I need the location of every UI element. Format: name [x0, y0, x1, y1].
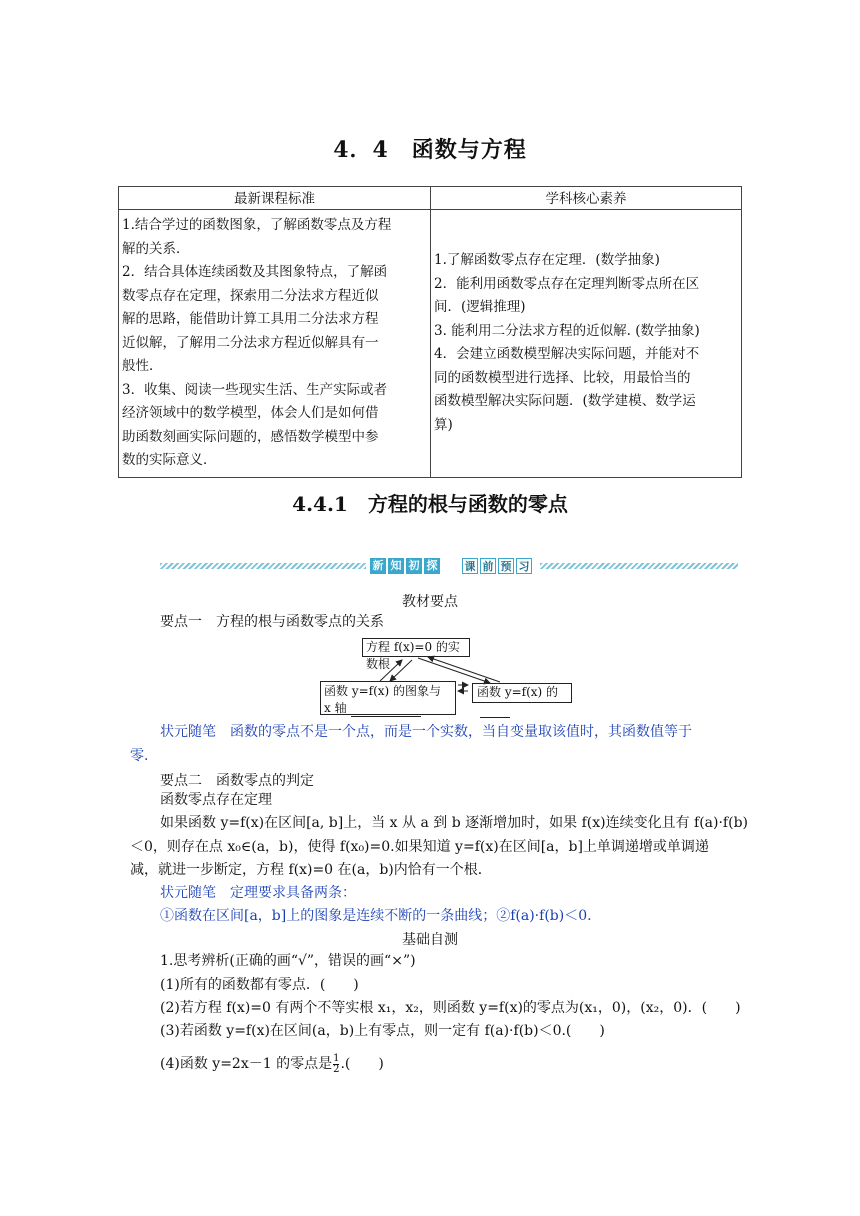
- fraction-numerator: 1: [333, 1052, 340, 1064]
- table-line: 1.结合学过的函数图象，了解函数零点及方程: [122, 217, 392, 233]
- arrow-from-equation: [390, 660, 412, 681]
- banner-hatch-right: [540, 563, 738, 569]
- banner-char: 新: [370, 558, 386, 574]
- table-line: 2．结合具体连续函数及其图象特点，了解函: [122, 264, 388, 280]
- table-line: 3. 能利用二分法求方程的近似解. (数学抽象): [434, 322, 700, 339]
- banner-char: 课: [462, 558, 478, 574]
- section-title: 4.4.1 方程的根与函数的零点: [292, 492, 568, 516]
- table-line: 解的关系．: [122, 240, 190, 257]
- theorem-line-2: ＜0，则存在点 x₀∈(a，b)，使得 f(x₀)=0.如果知道 y=f(x)在区间[a，b]上单调递增或单调递: [130, 839, 709, 855]
- textbook-points-heading: 教材要点: [402, 594, 458, 610]
- point2-note: 状元随笔 定理要求具备两条：: [160, 885, 356, 901]
- section-banner: [160, 558, 738, 574]
- point1-note-cont: 零.: [130, 748, 149, 764]
- question-2: (2)若方程 f(x)=0 有两个不等实根 x₁，x₂，则函数 y=f(x)的零点为(x₁，0)，(x₂，0)．( ): [160, 1000, 741, 1016]
- table-line: 助函数刻画实际问题的，感悟数学模型中参: [122, 428, 379, 445]
- standards-table: [118, 186, 742, 478]
- arrow-to-zero: [418, 658, 490, 683]
- banner-char: 初: [406, 558, 422, 574]
- table-line: 2．能利用函数零点存在定理判断零点所在区: [434, 275, 700, 292]
- table-line: 同的函数模型进行选择、比较，用最恰当的: [434, 369, 691, 386]
- question-4: (4)函数 y=2x－1 的零点是 $\frac{1}{2}$ .( ): [160, 1052, 384, 1075]
- diagram-arrows: [320, 655, 580, 695]
- self-test-intro: 1.思考辨析(正确的画“√”，错误的画“×”): [160, 953, 416, 969]
- banner-char: 预: [498, 558, 514, 574]
- diagram-box-text: x 轴: [324, 700, 452, 717]
- banner-tag-new-knowledge: [370, 558, 442, 574]
- diagram-box-text: 函数 y=f(x) 的图象与: [324, 684, 442, 698]
- question-1: (1)所有的函数都有零点．( ): [160, 977, 359, 993]
- table-line: 经济领域中的数学模型，体会人们是如何借: [122, 405, 379, 421]
- question-3: (3)若函数 y=f(x)在区间(a，b)上有零点，则一定有 f(a)·f(b)＜0.( ): [160, 1023, 605, 1039]
- table-line: 3．收集、阅读一些现实生活、生产实际或者: [122, 381, 388, 398]
- table-header-left: 最新课程标准: [119, 187, 431, 210]
- standards-left-cell: [119, 210, 431, 478]
- main-title: 4．4 函数与方程: [333, 137, 527, 163]
- table-line: 般性．: [122, 358, 163, 374]
- table-line: 1.了解函数零点存在定理．(数学抽象): [434, 252, 660, 269]
- theorem-line-1: 如果函数 y=f(x)在区间[a, b]上，当 x 从 a 到 b 逐渐增加时，如果 f(x)连续变化且有 f(a)·f(b): [160, 815, 748, 831]
- fraction-denominator: 2: [333, 1063, 340, 1075]
- banner-char: 习: [516, 558, 532, 574]
- banner-hatch-left: [160, 563, 366, 569]
- table-header-right: 学科核心素养: [431, 187, 742, 210]
- self-test-heading: 基础自测: [402, 932, 458, 948]
- table-line: 数零点存在定理，探索用二分法求方程近似: [122, 287, 379, 304]
- table-line: 间．(逻辑推理): [434, 299, 526, 316]
- banner-char: 知: [388, 558, 404, 574]
- table-line: 算): [434, 416, 453, 433]
- point1-note: 状元随笔 函数的零点不是一个点，而是一个实数，当自变量取该值时，其函数值等于: [160, 724, 692, 740]
- banner-char: 前: [480, 558, 496, 574]
- table-line: 解的思路，能借助计算工具用二分法求方程: [122, 311, 379, 327]
- point2-note-conditions: ①函数在区间[a，b]上的图象是连续不断的一条曲线；②f(a)·f(b)＜0.: [160, 908, 592, 924]
- banner-char: 探: [424, 558, 440, 574]
- table-line: 函数模型解决实际问题．(数学建模、数学运: [434, 393, 696, 410]
- table-line: 数的实际意义．: [122, 452, 217, 468]
- table-line: 4．会建立函数模型解决实际问题，并能对不: [434, 346, 700, 363]
- point2-subheading: 函数零点存在定理: [160, 792, 272, 808]
- diagram-box-equation-root: 方程 f(x)=0 的实数根: [362, 638, 470, 657]
- diagram-box-zero: 函数 y=f(x) 的: [472, 683, 572, 703]
- arrow-to-equation: [380, 660, 402, 681]
- table-line: 近似解，了解用二分法求方程近似解具有一: [122, 334, 379, 351]
- arrow-from-zero: [428, 657, 500, 682]
- point2-heading: 要点二 函数零点的判定: [160, 773, 314, 789]
- theorem-line-3: 减，就进一步断定，方程 f(x)=0 在(a，b)内恰有一个根．: [130, 862, 492, 878]
- banner-tag-preview: [462, 558, 534, 574]
- point1-heading: 要点一 方程的根与函数零点的关系: [160, 614, 384, 630]
- standards-right-cell: [431, 210, 742, 478]
